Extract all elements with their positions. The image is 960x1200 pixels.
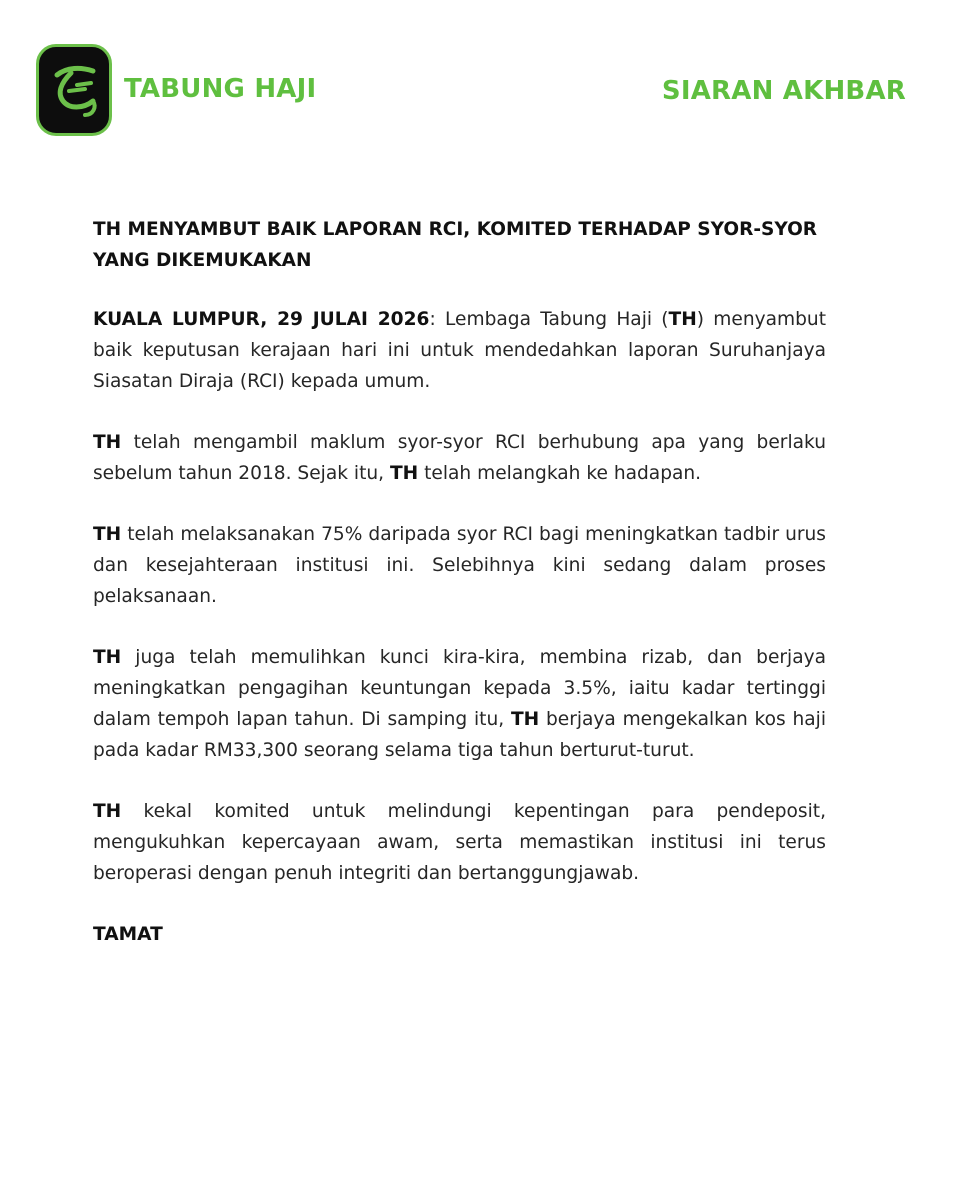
paragraph-text: juga telah memulihkan kunci kira-kira, membina rizab, dan berjaya meningkatkan pengagihan keuntungan kepada 3.5%, iaitu kadar tertinggi dalam tempoh lapan tahun. Di samping itu, <box>93 647 826 730</box>
calligraphy-mark-icon <box>47 61 103 121</box>
paragraph-text: : Lembaga Tabung Haji ( <box>429 309 669 330</box>
th-abbrev: TH <box>93 432 122 453</box>
dateline: KUALA LUMPUR, 29 JULAI 2026 <box>93 309 430 330</box>
paragraph-text: telah melangkah ke hadapan. <box>418 463 702 484</box>
paragraph-2 <box>93 427 826 489</box>
brand-name: TABUNG HAJI <box>124 74 317 104</box>
paragraph-text: telah melaksanakan 75% daripada syor RCI bagi meningkatkan tadbir urus dan kesejahteraan institusi ini. Selebihnya kini sedang dalam proses pelaksanaan. <box>93 524 826 607</box>
headline: TH MENYAMBUT BAIK LAPORAN RCI, KOMITED TERHADAP SYOR-SYOR YANG DIKEMUKAKAN <box>93 219 818 271</box>
paragraph-text: telah mengambil maklum syor-syor RCI berhubung apa yang berlaku sebelum tahun 2018. Sejak itu, <box>93 432 826 484</box>
paragraph-1 <box>93 304 826 397</box>
paragraph-3 <box>93 519 826 612</box>
th-abbrev: TH <box>389 463 419 484</box>
paragraph-text: ) menyambut baik keputusan kerajaan hari ini untuk mendedahkan laporan Suruhanjaya Siasatan Diraja (RCI) kepada umum. <box>93 309 827 392</box>
tabung-haji-logo-icon <box>36 44 112 136</box>
press-release-body <box>93 214 826 950</box>
th-abbrev: TH <box>93 647 122 668</box>
th-abbrev: TH <box>93 801 122 822</box>
page-header <box>36 44 906 138</box>
paragraph-4 <box>93 642 826 766</box>
end-marker: TAMAT <box>93 924 163 945</box>
paragraph-text: kekal komited untuk melindungi kepentingan para pendeposit, mengukuhkan kepercayaan awam, serta memastikan institusi ini terus beroperasi dengan penuh integriti dan bertanggungjawab. <box>93 801 826 884</box>
paragraph-text: berjaya mengekalkan kos haji pada kadar RM33,300 seorang selama tiga tahun berturut-turut. <box>93 709 826 761</box>
th-abbrev: TH <box>668 309 697 330</box>
paragraph-5 <box>93 796 826 889</box>
th-abbrev: TH <box>93 524 122 545</box>
th-abbrev: TH <box>510 709 540 730</box>
press-release-label: SIARAN AKHBAR <box>661 76 906 106</box>
